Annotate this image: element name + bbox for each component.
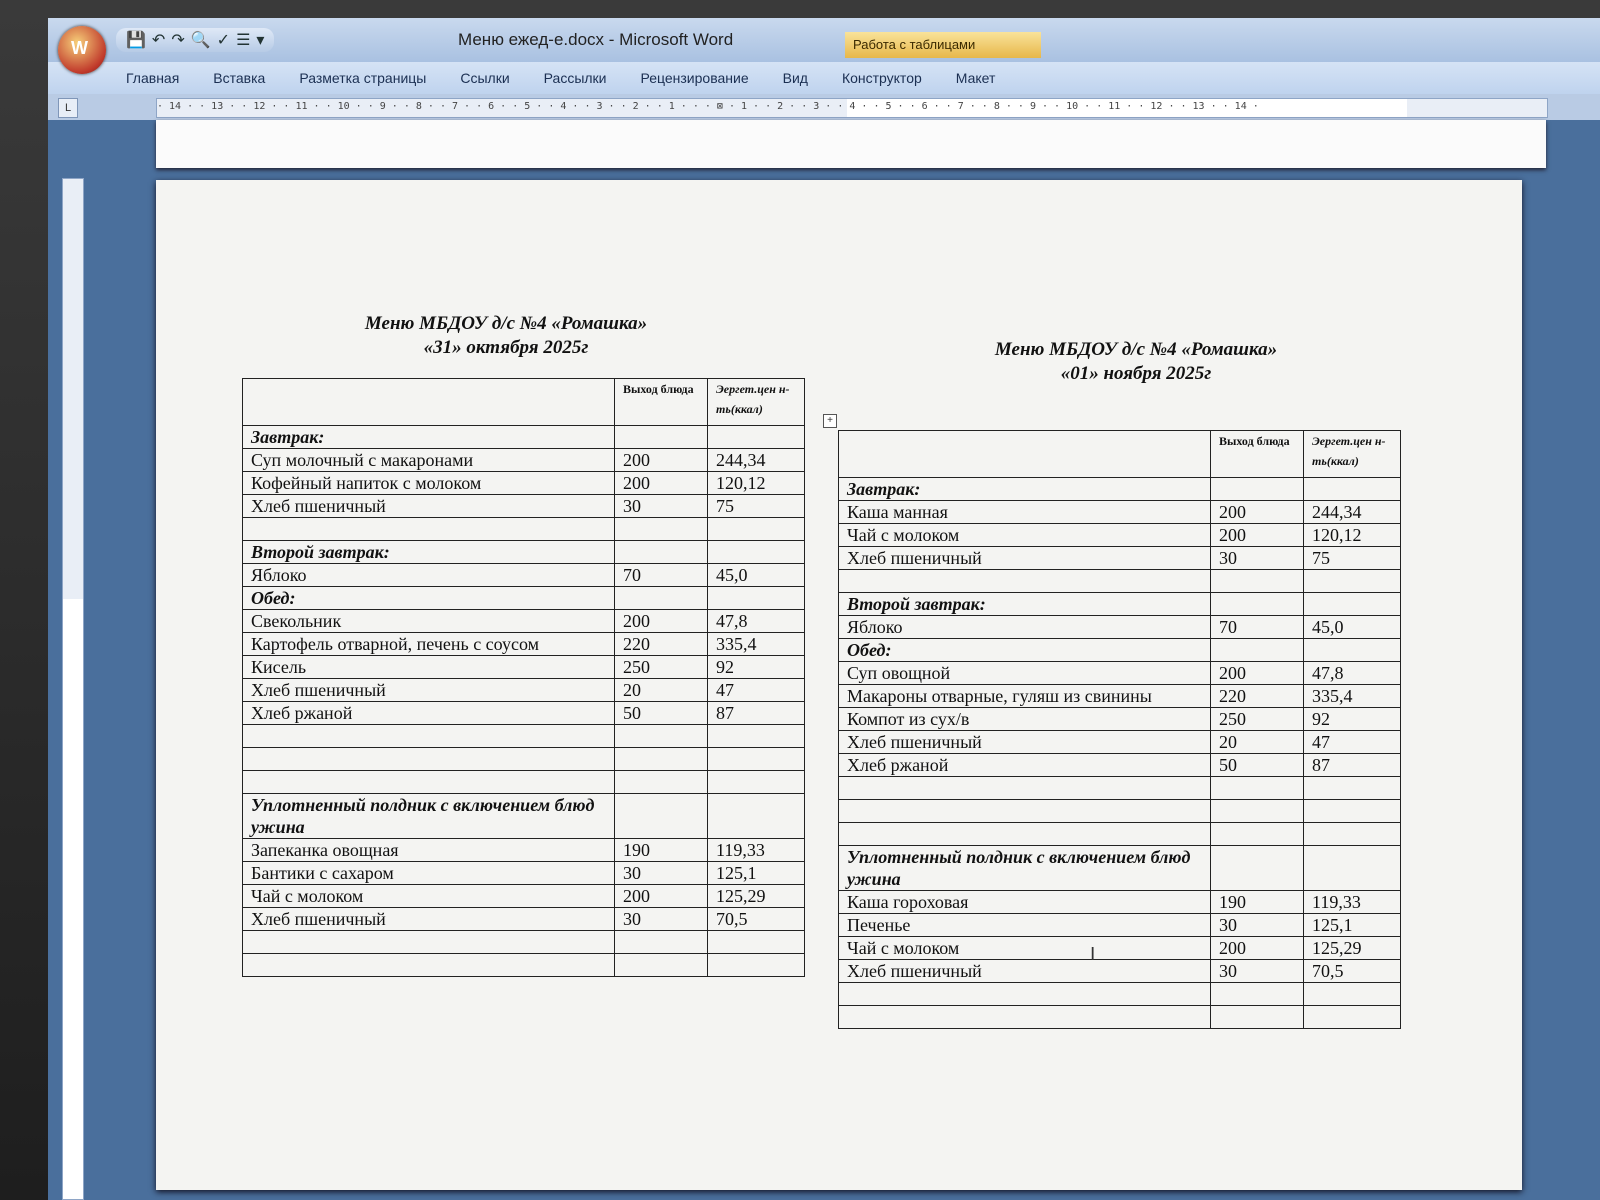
- table-row: [243, 862, 805, 885]
- table-row: [839, 616, 1401, 639]
- table-row: [243, 954, 805, 977]
- menu-kcal-cell[interactable]: 119,33: [1304, 891, 1401, 914]
- menu-name-cell[interactable]: Хлеб пшеничный: [243, 679, 615, 702]
- menu-name-cell[interactable]: Хлеб пшеничный: [839, 731, 1211, 754]
- menu-name-cell[interactable]: Суп овощной: [839, 662, 1211, 685]
- menu-name-cell[interactable]: Макароны отварные, гуляш из свинины: [839, 685, 1211, 708]
- ruler-bar: [48, 94, 1600, 120]
- table-row: [839, 570, 1401, 593]
- menu-qty-cell[interactable]: 200: [615, 610, 708, 633]
- table-row: [243, 885, 805, 908]
- menu-kcal-cell[interactable]: 70,5: [1304, 960, 1401, 983]
- menu-name-cell[interactable]: Чай с молоком: [839, 524, 1211, 547]
- menu-qty-cell[interactable]: 190: [615, 839, 708, 862]
- table-tools-context-tab: Работа с таблицами: [845, 32, 1041, 58]
- menu-name-cell[interactable]: Второй завтрак:: [839, 593, 1211, 616]
- menu-name-cell[interactable]: Хлеб пшеничный: [243, 908, 615, 931]
- table-row: [243, 449, 805, 472]
- menu-qty-cell[interactable]: 220: [1211, 685, 1304, 708]
- menu-kcal-cell[interactable]: 125,29: [708, 885, 805, 908]
- menu-name-cell[interactable]: Чай с молоком: [243, 885, 615, 908]
- horizontal-ruler[interactable]: [156, 98, 1548, 118]
- menu-kcal-cell[interactable]: [1304, 846, 1401, 891]
- menu-qty-cell[interactable]: 70: [1211, 616, 1304, 639]
- right-menu-table[interactable]: [838, 430, 1401, 1029]
- table-row: [839, 662, 1401, 685]
- menu-kcal-cell[interactable]: [1304, 777, 1401, 800]
- ruler-numbers: · 14 · · 13 · · 12 · · 11 · · 10 · · 9 · · 8 · · 7 · · 6 · · 5 · · 4 · · 3 · · 2 · · 1 · · · ⊠ · 1 · · 2 · · 3 · · 4 · · 5 · · 6 · · 7 · · 8 · · 9 · · 10 · · 11 · · 12 · · 13 · · 14 ·: [157, 101, 1259, 112]
- left-menu-table[interactable]: [242, 378, 805, 977]
- menu-qty-cell[interactable]: [615, 931, 708, 954]
- menu-kcal-cell[interactable]: 75: [1304, 547, 1401, 570]
- menu-name-cell[interactable]: [839, 983, 1211, 1006]
- menu-kcal-cell[interactable]: 92: [1304, 708, 1401, 731]
- header-name-cell[interactable]: [839, 431, 1211, 478]
- menu-kcal-cell[interactable]: [708, 541, 805, 564]
- menu-qty-cell[interactable]: [615, 725, 708, 748]
- menu-kcal-cell[interactable]: 335,4: [708, 633, 805, 656]
- left-menu-title: Меню МБДОУ д/с №4 «Ромашка»: [364, 313, 648, 334]
- table-row: [243, 541, 805, 564]
- header-qty-cell[interactable]: Выход блюда: [1211, 431, 1304, 478]
- menu-kcal-cell[interactable]: [1304, 570, 1401, 593]
- menu-qty-cell[interactable]: [615, 748, 708, 771]
- menu-qty-cell[interactable]: 30: [1211, 914, 1304, 937]
- redo-icon[interactable]: ↷: [171, 32, 185, 49]
- menu-kcal-cell[interactable]: [708, 587, 805, 610]
- menu-kcal-cell[interactable]: [708, 518, 805, 541]
- right-menu-title: Меню МБДОУ д/с №4 «Ромашка»: [994, 339, 1278, 360]
- menu-qty-cell[interactable]: [1211, 478, 1304, 501]
- menu-kcal-cell[interactable]: [708, 771, 805, 794]
- ribbon-tab[interactable]: Вставка: [213, 70, 266, 86]
- title-bar: [48, 18, 1600, 62]
- menu-qty-cell[interactable]: 200: [615, 885, 708, 908]
- menu-kcal-cell[interactable]: [708, 794, 805, 839]
- menu-qty-cell[interactable]: 190: [1211, 891, 1304, 914]
- ribbon-tab[interactable]: Разметка страницы: [299, 70, 427, 86]
- table-row: [243, 679, 805, 702]
- menu-kcal-cell[interactable]: 244,34: [708, 449, 805, 472]
- menu-kcal-cell[interactable]: [708, 426, 805, 449]
- menu-qty-cell[interactable]: 50: [615, 702, 708, 725]
- menu-qty-cell[interactable]: 200: [1211, 501, 1304, 524]
- ribbon-tab[interactable]: Конструктор: [841, 70, 922, 86]
- menu-name-cell[interactable]: Каша гороховая: [839, 891, 1211, 914]
- menu-qty-cell[interactable]: 220: [615, 633, 708, 656]
- menu-name-cell[interactable]: [243, 771, 615, 794]
- menu-qty-cell[interactable]: [1211, 639, 1304, 662]
- menu-kcal-cell[interactable]: [1304, 1006, 1401, 1029]
- menu-name-cell[interactable]: [839, 800, 1211, 823]
- menu-kcal-cell[interactable]: 45,0: [1304, 616, 1401, 639]
- menu-name-cell[interactable]: [243, 725, 615, 748]
- menu-name-cell[interactable]: Уплотненный полдник с включением блюд ужина: [243, 794, 615, 839]
- header-kcal-cell[interactable]: Эергет.цен н-ть(ккал): [1304, 431, 1401, 478]
- print-preview-icon[interactable]: 🔍: [190, 32, 211, 49]
- table-row: [839, 478, 1401, 501]
- menu-qty-cell[interactable]: 200: [615, 449, 708, 472]
- menu-name-cell[interactable]: Бантики с сахаром: [243, 862, 615, 885]
- table-header-row: [243, 379, 805, 426]
- menu-qty-cell[interactable]: 250: [1211, 708, 1304, 731]
- menu-name-cell[interactable]: Компот из сух/в: [839, 708, 1211, 731]
- table-row: [839, 1006, 1401, 1029]
- menu-kcal-cell[interactable]: 75: [708, 495, 805, 518]
- table-row: [839, 708, 1401, 731]
- menu-qty-cell[interactable]: 200: [615, 472, 708, 495]
- text-cursor-icon: I: [1090, 944, 1096, 965]
- menu-name-cell[interactable]: Уплотненный полдник с включением блюд ужина: [839, 846, 1211, 891]
- table-row: [839, 524, 1401, 547]
- menu-kcal-cell[interactable]: [708, 931, 805, 954]
- ribbon-tab[interactable]: Вид: [782, 70, 808, 86]
- menu-kcal-cell[interactable]: 335,4: [1304, 685, 1401, 708]
- menu-name-cell[interactable]: Завтрак:: [839, 478, 1211, 501]
- vertical-ruler[interactable]: [62, 178, 84, 1200]
- menu-name-cell[interactable]: Завтрак:: [243, 426, 615, 449]
- ribbon-tabs: [48, 62, 1600, 94]
- menu-qty-cell[interactable]: [615, 954, 708, 977]
- table-header-row: [839, 431, 1401, 478]
- menu-name-cell[interactable]: Хлеб ржаной: [839, 754, 1211, 777]
- menu-qty-cell[interactable]: 200: [1211, 524, 1304, 547]
- menu-qty-cell[interactable]: 20: [615, 679, 708, 702]
- table-row: [839, 937, 1401, 960]
- menu-qty-cell[interactable]: [1211, 983, 1304, 1006]
- menu-qty-cell[interactable]: [615, 541, 708, 564]
- menu-kcal-cell[interactable]: 92: [708, 656, 805, 679]
- menu-kcal-cell[interactable]: [1304, 639, 1401, 662]
- table-row: [243, 587, 805, 610]
- table-row: [839, 547, 1401, 570]
- menu-name-cell[interactable]: [839, 1006, 1211, 1029]
- menu-name-cell[interactable]: Суп молочный с макаронами: [243, 449, 615, 472]
- table-row: [243, 931, 805, 954]
- menu-name-cell[interactable]: Хлеб пшеничный: [243, 495, 615, 518]
- table-row: [839, 501, 1401, 524]
- menu-name-cell[interactable]: Яблоко: [243, 564, 615, 587]
- menu-name-cell[interactable]: Яблоко: [839, 616, 1211, 639]
- table-row: [839, 593, 1401, 616]
- ribbon-tab[interactable]: Главная: [126, 70, 180, 86]
- menu-kcal-cell[interactable]: 70,5: [708, 908, 805, 931]
- menu-qty-cell[interactable]: [1211, 593, 1304, 616]
- menu-name-cell[interactable]: Каша манная: [839, 501, 1211, 524]
- menu-name-cell[interactable]: Чай с молоком: [839, 937, 1211, 960]
- menu-kcal-cell[interactable]: 47,8: [708, 610, 805, 633]
- menu-qty-cell[interactable]: [615, 771, 708, 794]
- vruler-text-area: [63, 599, 83, 1199]
- table-row: [243, 610, 805, 633]
- menu-qty-cell[interactable]: [1211, 777, 1304, 800]
- menu-qty-cell[interactable]: 200: [1211, 937, 1304, 960]
- table-move-handle-icon[interactable]: +: [823, 414, 837, 428]
- table-row: [839, 891, 1401, 914]
- menu-kcal-cell[interactable]: 125,29: [1304, 937, 1401, 960]
- undo-icon[interactable]: ↶: [151, 32, 166, 49]
- previous-page-bottom: [156, 120, 1546, 168]
- menu-name-cell[interactable]: [243, 518, 615, 541]
- tab-selector-icon[interactable]: L: [58, 98, 78, 118]
- table-row: [243, 725, 805, 748]
- menu-name-cell[interactable]: [243, 748, 615, 771]
- menu-kcal-cell[interactable]: [708, 725, 805, 748]
- menu-name-cell[interactable]: [839, 823, 1211, 846]
- table-row: [839, 639, 1401, 662]
- menu-qty-cell[interactable]: [615, 587, 708, 610]
- menu-qty-cell[interactable]: 70: [615, 564, 708, 587]
- menu-qty-cell[interactable]: 20: [1211, 731, 1304, 754]
- table-row: [243, 748, 805, 771]
- menu-kcal-cell[interactable]: 120,12: [708, 472, 805, 495]
- table-row: [243, 495, 805, 518]
- ribbon-tab[interactable]: Рассылки: [543, 70, 607, 86]
- menu-name-cell[interactable]: Запеканка овощная: [243, 839, 615, 862]
- menu-name-cell[interactable]: Второй завтрак:: [243, 541, 615, 564]
- menu-kcal-cell[interactable]: [708, 954, 805, 977]
- menu-qty-cell[interactable]: 30: [1211, 547, 1304, 570]
- header-qty-cell[interactable]: Выход блюда: [615, 379, 708, 426]
- save-icon[interactable]: 💾: [126, 32, 146, 49]
- menu-name-cell[interactable]: [243, 954, 615, 977]
- menu-qty-cell[interactable]: [1211, 570, 1304, 593]
- table-row: [839, 914, 1401, 937]
- menu-kcal-cell[interactable]: 244,34: [1304, 501, 1401, 524]
- menu-qty-cell[interactable]: 200: [1211, 662, 1304, 685]
- menu-kcal-cell[interactable]: 47: [708, 679, 805, 702]
- table-row: [243, 794, 805, 839]
- menu-kcal-cell[interactable]: [1304, 983, 1401, 1006]
- menu-kcal-cell[interactable]: 87: [708, 702, 805, 725]
- ribbon-tab[interactable]: Рецензирование: [640, 70, 749, 86]
- table-row: [243, 656, 805, 679]
- table-row: [839, 846, 1401, 891]
- menu-kcal-cell[interactable]: 119,33: [708, 839, 805, 862]
- table-row: [243, 564, 805, 587]
- menu-qty-cell[interactable]: 30: [1211, 960, 1304, 983]
- menu-qty-cell[interactable]: 250: [615, 656, 708, 679]
- menu-kcal-cell[interactable]: 120,12: [1304, 524, 1401, 547]
- table-row: [839, 960, 1401, 983]
- menu-name-cell[interactable]: [839, 777, 1211, 800]
- menu-kcal-cell[interactable]: 47: [1304, 731, 1401, 754]
- word-window: [48, 18, 1600, 1200]
- menu-kcal-cell[interactable]: 125,1: [708, 862, 805, 885]
- left-menu-heading: [306, 312, 706, 360]
- right-menu-date: «01» ноября 2025г: [1060, 363, 1212, 384]
- window-title: Меню ежед-е.docx - Microsoft Word: [458, 30, 734, 49]
- spelling-icon[interactable]: ✓: [216, 32, 231, 49]
- list-icon[interactable]: ☰: [236, 32, 251, 49]
- menu-qty-cell[interactable]: [615, 426, 708, 449]
- table-row: [243, 518, 805, 541]
- ribbon-tab[interactable]: Ссылки: [460, 70, 510, 86]
- table-row: [839, 983, 1401, 1006]
- menu-name-cell[interactable]: Обед:: [243, 587, 615, 610]
- menu-qty-cell[interactable]: 30: [615, 495, 708, 518]
- office-logo-icon[interactable]: W: [58, 26, 106, 74]
- table-row: [243, 633, 805, 656]
- menu-kcal-cell[interactable]: [1304, 593, 1401, 616]
- table-row: [243, 908, 805, 931]
- ribbon-tab[interactable]: Макет: [955, 70, 996, 86]
- menu-qty-cell[interactable]: [1211, 1006, 1304, 1029]
- table-row: [243, 702, 805, 725]
- menu-name-cell[interactable]: Хлеб пшеничный: [839, 547, 1211, 570]
- menu-name-cell[interactable]: Кисель: [243, 656, 615, 679]
- menu-qty-cell[interactable]: [1211, 800, 1304, 823]
- table-row: [243, 472, 805, 495]
- menu-kcal-cell[interactable]: 45,0: [708, 564, 805, 587]
- table-row: [839, 685, 1401, 708]
- table-row: [839, 823, 1401, 846]
- menu-name-cell[interactable]: Картофель отварной, печень с соусом: [243, 633, 615, 656]
- table-row: [839, 800, 1401, 823]
- menu-name-cell[interactable]: Печенье: [839, 914, 1211, 937]
- menu-qty-cell[interactable]: 30: [615, 908, 708, 931]
- table-row: [243, 839, 805, 862]
- table-row: [839, 754, 1401, 777]
- menu-kcal-cell[interactable]: [1304, 478, 1401, 501]
- table-row: [243, 426, 805, 449]
- menu-name-cell[interactable]: Хлеб пшеничный: [839, 960, 1211, 983]
- menu-name-cell[interactable]: [839, 570, 1211, 593]
- table-row: [839, 777, 1401, 800]
- right-menu-heading: [936, 338, 1336, 386]
- table-row: [839, 731, 1401, 754]
- quick-access-toolbar: [116, 28, 274, 52]
- document-page[interactable]: [156, 180, 1522, 1190]
- menu-kcal-cell[interactable]: [708, 748, 805, 771]
- menu-qty-cell[interactable]: [1211, 823, 1304, 846]
- menu-qty-cell[interactable]: [615, 794, 708, 839]
- customize-icon[interactable]: ▾: [256, 32, 265, 49]
- menu-name-cell[interactable]: Кофейный напиток с молоком: [243, 472, 615, 495]
- menu-qty-cell[interactable]: 30: [615, 862, 708, 885]
- menu-kcal-cell[interactable]: 87: [1304, 754, 1401, 777]
- menu-kcal-cell[interactable]: 47,8: [1304, 662, 1401, 685]
- menu-qty-cell[interactable]: [615, 518, 708, 541]
- menu-qty-cell[interactable]: 50: [1211, 754, 1304, 777]
- menu-kcal-cell[interactable]: [1304, 800, 1401, 823]
- left-menu-date: «31» октября 2025г: [423, 337, 589, 358]
- menu-kcal-cell[interactable]: 125,1: [1304, 914, 1401, 937]
- menu-kcal-cell[interactable]: [1304, 823, 1401, 846]
- menu-name-cell[interactable]: [243, 931, 615, 954]
- table-row: [243, 771, 805, 794]
- menu-qty-cell[interactable]: [1211, 846, 1304, 891]
- menu-name-cell[interactable]: Обед:: [839, 639, 1211, 662]
- menu-name-cell[interactable]: Хлеб ржаной: [243, 702, 615, 725]
- menu-name-cell[interactable]: Свекольник: [243, 610, 615, 633]
- header-kcal-cell[interactable]: Эергет.цен н-ть(ккал): [708, 379, 805, 426]
- header-name-cell[interactable]: [243, 379, 615, 426]
